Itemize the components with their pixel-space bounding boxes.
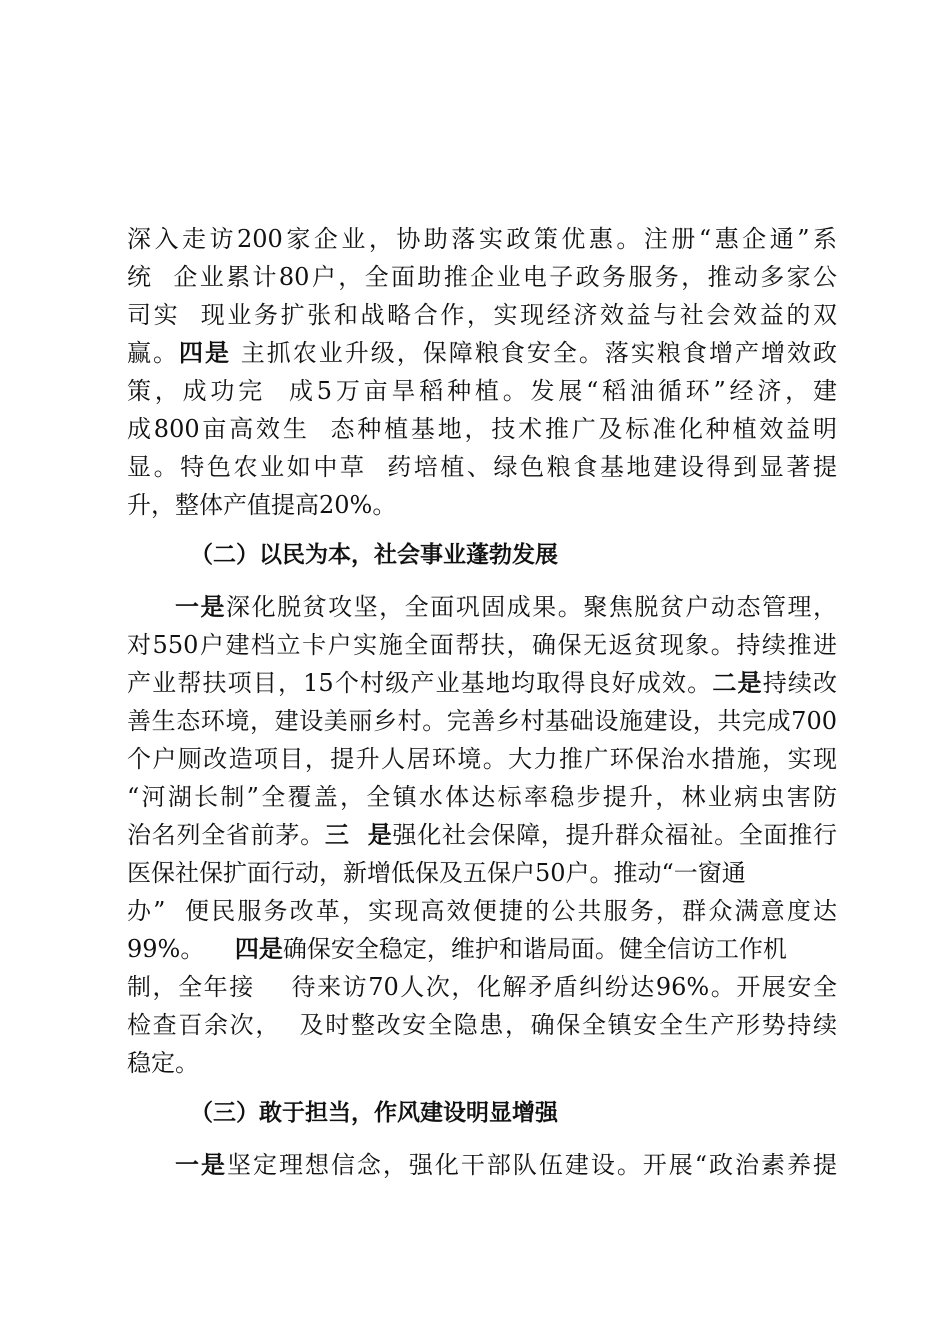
bold-marker: 一是	[175, 592, 227, 621]
paragraph-line	[127, 816, 837, 854]
section-heading: （三）敢于担当，作风建设明显增强	[190, 1099, 558, 1126]
text-run: 确保安全稳定，维护和谐局面。健全信访工作机	[282, 935, 787, 963]
text-run: 深化脱贫攻坚，全面巩固成果。聚焦脱贫户动态管理，	[226, 593, 838, 621]
paragraph-line: 医保社保扩面行动，新增低保及五保户50户。推动“一窗通	[127, 859, 746, 887]
paragraph-line	[127, 664, 837, 702]
paragraph-line: 稳定。	[127, 1049, 199, 1077]
paragraph-line: 成800亩高效生 态种植基地，技术推广及标准化种植效益明	[127, 415, 837, 443]
paragraph-line: 制，全年接 待来访70人次，化解矛盾纠纷达96%。开展安全	[127, 973, 837, 1001]
paragraph-line: 检查百余次， 及时整改安全隐患，确保全镇安全生产形势持续	[127, 1011, 837, 1039]
paragraph-line: 升，整体产值提高20%。	[127, 491, 397, 519]
paragraph-line	[127, 930, 837, 968]
text-run: 主抓农业升级，保障粮食安全。落实粮食增产增效政	[231, 339, 837, 367]
paragraph-line: 司实 现业务扩张和战略合作，实现经济效益与社会效益的双	[127, 301, 837, 329]
bold-marker: 二是	[712, 668, 763, 697]
bold-marker: 一是	[175, 1150, 227, 1179]
paragraph-line: 显。特色农业如中草 药培植、绿色粮食基地建设得到显著提	[127, 453, 837, 481]
paragraph-line: 办” 便民服务改革，实现高效便捷的公共服务，群众满意度达	[127, 897, 837, 925]
paragraph-line: 策，成功完 成5万亩旱稻种植。发展“稻油循环”经济，建	[127, 377, 837, 405]
paragraph-line	[175, 588, 837, 626]
text-run: 持续改	[762, 669, 838, 697]
text-run: 产业帮扶项目，15个村级产业基地均取得良好成效。	[127, 669, 713, 697]
bold-marker: 四是	[234, 934, 283, 963]
text-run: 强化社会保障，提升群众福祉。全面推行	[392, 821, 838, 849]
text-run: 99%。	[127, 935, 235, 963]
paragraph-line: 深入走访200家企业，协助落实政策优惠。注册“惠企通”系	[127, 225, 837, 253]
paragraph-line: 统 企业累计80户，全面助推企业电子政务服务，推动多家公	[127, 263, 837, 291]
bold-marker: 四是	[179, 338, 232, 367]
bold-marker: 三 是	[324, 820, 393, 849]
paragraph-line: 善生态环境，建设美丽乡村。完善乡村基础设施建设，共完成700	[127, 707, 837, 735]
text-run: 坚定理想信念，强化干部队伍建设。开展“政治素养提	[226, 1151, 837, 1179]
paragraph-line	[175, 1146, 837, 1184]
paragraph-line	[127, 334, 837, 372]
paragraph-line: 个户厕改造项目，提升人居环境。大力推广环保治水措施，实现	[127, 745, 837, 773]
text-run: 赢。	[127, 339, 180, 367]
text-run: 治名列全省前茅。	[127, 821, 325, 849]
paragraph-line: 对550户建档立卡户实施全面帮扶，确保无返贫现象。持续推进	[127, 631, 837, 659]
paragraph-line: “河湖长制”全覆盖，全镇水体达标率稳步提升，林业病虫害防	[127, 783, 837, 811]
section-heading: （二）以民为本，社会事业蓬勃发展	[190, 541, 558, 568]
